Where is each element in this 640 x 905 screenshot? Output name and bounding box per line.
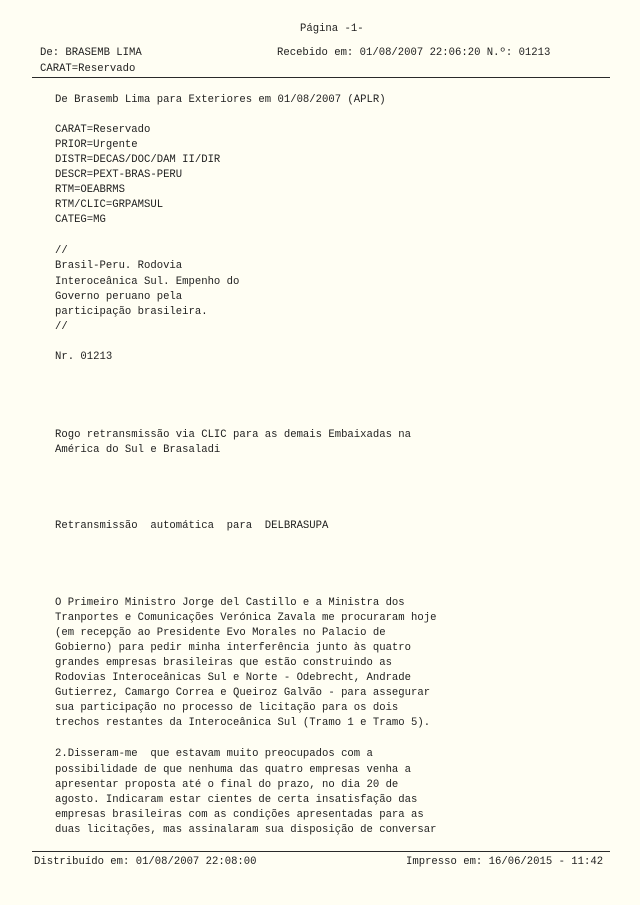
summary-line: Governo peruano pela (55, 291, 183, 303)
footer-divider (32, 851, 610, 852)
page-number: Página -1- (300, 23, 364, 35)
meta-line: RTM/CLIC=GRPAMSUL (55, 199, 164, 211)
summary-line: Brasil-Peru. Rodovia (55, 260, 183, 272)
header-carat: CARAT=Reservado (40, 63, 136, 75)
paragraph-line: apresentar proposta até o final do prazo, no dia 20 de (55, 779, 399, 791)
paragraph-line: Rodovias Interoceânicas Sul e Norte - Odebrecht, Andrade (55, 672, 412, 684)
footer-distributed: Distribuído em: 01/08/2007 22:08:00 (34, 856, 257, 868)
paragraph-line: grandes empresas brasileiras que estão construindo as (55, 657, 392, 669)
paragraph-line: O Primeiro Ministro Jorge del Castillo e a Ministra dos (55, 597, 405, 609)
summary-line: participação brasileira. (55, 306, 208, 318)
summary-line: // (55, 321, 68, 333)
paragraph-line: (em recepção ao Presidente Evo Morales no Palacio de (55, 627, 386, 639)
meta-line: PRIOR=Urgente (55, 139, 138, 151)
retransmit-line: América do Sul e Brasaladi (55, 444, 221, 456)
paragraph-line: Tranportes e Comunicações Verónica Zavala me procuraram hoje (55, 612, 437, 624)
paragraph-line: Gobierno) para pedir minha interferência junto às quatro (55, 642, 412, 654)
paragraph-line: sua participação no processo de licitação para os dois (55, 702, 399, 714)
meta-line: RTM=OEABRMS (55, 184, 125, 196)
header-divider (32, 77, 610, 78)
header-received: Recebido em: 01/08/2007 22:06:20 N.º: 01213 (277, 47, 551, 59)
paragraph-line: trechos restantes da Interoceânica Sul (Tramo 1 e Tramo 5). (55, 717, 431, 729)
message-number: Nr. 01213 (55, 351, 113, 363)
meta-line: CARAT=Reservado (55, 124, 151, 136)
footer-printed: Impresso em: 16/06/2015 - 11:42 (406, 856, 604, 868)
paragraph-line: possibilidade de que nenhuma das quatro empresas venha a (55, 764, 412, 776)
meta-line: DESCR=PEXT-BRAS-PERU (55, 169, 183, 181)
retransmit-line: Rogo retransmissão via CLIC para as demais Embaixadas na (55, 429, 412, 441)
meta-line: CATEG=MG (55, 214, 106, 226)
intro-line: De Brasemb Lima para Exteriores em 01/08/2007 (APLR) (55, 94, 386, 106)
auto-retransmit-line: Retransmissão automática para DELBRASUPA (55, 520, 329, 532)
meta-line: DISTR=DECAS/DOC/DAM II/DIR (55, 154, 221, 166)
paragraph-line: duas licitações, mas assinalaram sua disposição de conversar (55, 824, 437, 836)
paragraph-line: 2.Disseram-me que estavam muito preocupados com a (55, 748, 373, 760)
paragraph-line: empresas brasileiras com as condições apresentadas para as (55, 809, 424, 821)
paragraph-line: agosto. Indicaram estar cientes de certa insatisfação das (55, 794, 418, 806)
summary-line: // (55, 245, 68, 257)
summary-line: Interoceânica Sul. Empenho do (55, 276, 240, 288)
paragraph-line: Gutierrez, Camargo Correa e Queiroz Galvão - para assegurar (55, 687, 431, 699)
header-from: De: BRASEMB LIMA (40, 47, 142, 59)
